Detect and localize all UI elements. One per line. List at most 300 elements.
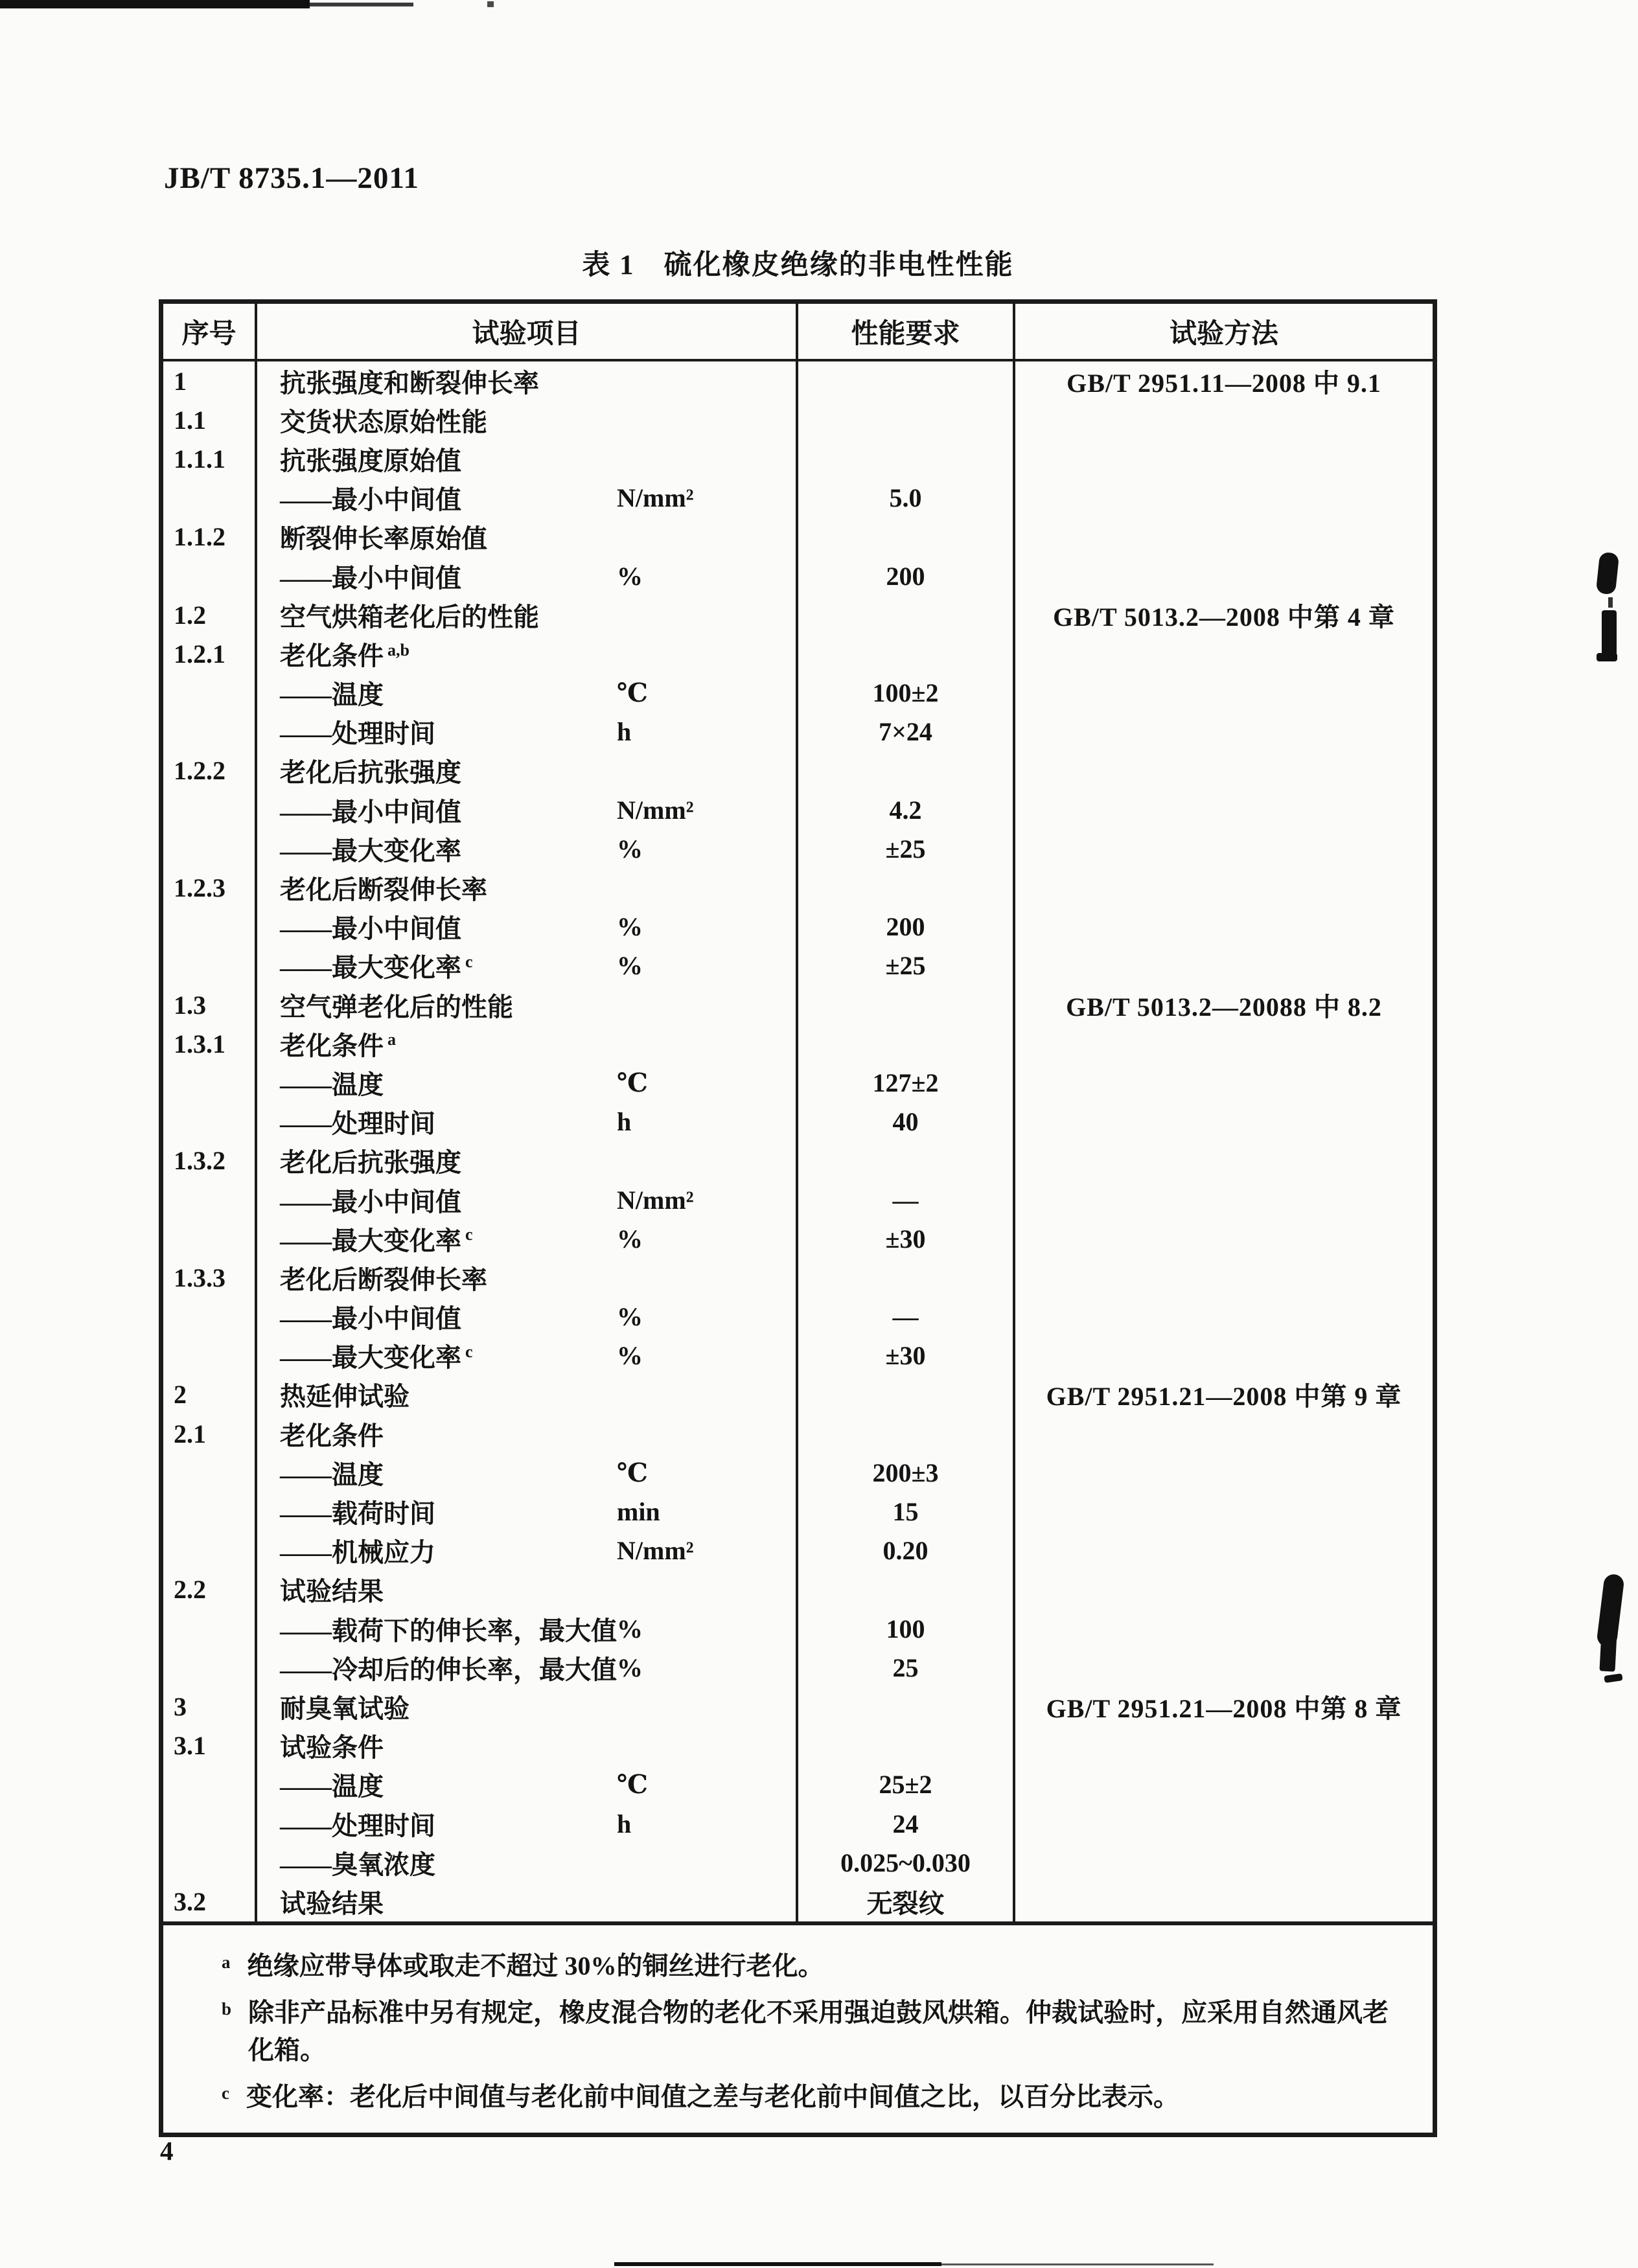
row-item-label: ——最大变化率 [280,836,461,865]
footnote-marker: c [222,2083,229,2103]
row-number-cell [163,751,257,790]
row-requirement: 7×24 [879,717,932,747]
row-item-label: ——最小中间值 [280,1187,461,1217]
row-number: 3.2 [174,1886,206,1916]
row-item-cell [257,1765,798,1804]
row-requirement-cell [798,634,1015,673]
footnote [222,1994,1413,2069]
row-item-cell [257,634,798,673]
row-item-label: 抗张强度和断裂伸长率 [280,368,539,398]
row-item-cell [257,829,798,868]
row-item-cell [257,868,798,907]
table-row [163,1765,1433,1804]
scan-artifact [1604,1673,1622,1683]
scan-artifact [614,2262,941,2266]
row-number-cell [163,1375,257,1414]
footnote [222,1947,1413,1985]
table-header-row [163,304,1433,361]
row-method-cell [1015,518,1433,556]
table-row [163,829,1433,868]
row-requirement: ±25 [885,951,926,981]
row-number-cell [163,1024,257,1063]
row-unit: N/mm² [617,795,694,825]
row-item-cell [257,361,798,400]
row-item-cell [257,713,798,751]
row-number-cell [163,1687,257,1726]
row-item-cell [257,1063,798,1102]
row-method-cell [1015,1687,1433,1726]
row-requirement-cell [798,1882,1015,1921]
table-row [163,518,1433,556]
row-requirement-cell [798,556,1015,595]
row-number-cell [163,1609,257,1648]
row-item-cell [257,1219,798,1258]
table-body [163,361,1433,1921]
table-row [163,1843,1433,1882]
row-item-label: ——冷却后的伸长率，最大值 [280,1655,617,1684]
row-item-label: 老化后抗张强度 [280,758,461,788]
row-item-cell [257,1804,798,1843]
row-unit: % [617,1341,643,1371]
table-row [163,634,1433,673]
footnote [222,2078,1413,2116]
row-item-label: ——臭氧浓度 [280,1850,435,1879]
row-requirement-cell [798,1492,1015,1531]
column-header-test-item: 试验项目 [257,304,798,359]
row-requirement-cell [798,1024,1015,1063]
row-number-cell [163,556,257,595]
row-number-cell [163,790,257,829]
row-requirement-cell [798,1570,1015,1609]
row-requirement: 25 [892,1653,919,1682]
row-item-label: 老化后断裂伸长率 [280,1265,487,1294]
row-number-cell [163,1765,257,1804]
row-number-cell [163,1531,257,1570]
row-item-label: 试验结果 [280,1577,384,1607]
row-method-cell [1015,674,1433,713]
row-item-cell [257,1258,798,1297]
row-item-label: 耐臭氧试验 [280,1693,410,1723]
table-row [163,1882,1433,1921]
row-number-cell [163,595,257,634]
row-requirement: 0.20 [882,1536,929,1566]
row-item-cell [257,946,798,985]
row-requirement: 5.0 [889,483,922,513]
table-title: 表 1 硫化橡皮绝缘的非电性性能 [582,250,1014,281]
row-unit: ℃ [617,1068,648,1097]
column-header-number: 序号 [163,304,257,359]
row-item-cell [257,674,798,713]
row-number-cell [163,1180,257,1219]
row-method: GB/T 2951.21—2008 中第 8 章 [1046,1693,1402,1723]
row-number-cell [163,1882,257,1921]
row-item-cell [257,751,798,790]
standard-number: JB/T 8735.1—2011 [164,161,419,195]
row-requirement-cell [798,1804,1015,1843]
row-requirement-cell [798,361,1015,400]
table-row [163,361,1433,400]
row-requirement: ±30 [885,1341,926,1371]
row-number-cell [163,1843,257,1882]
table-row [163,595,1433,634]
row-method: GB/T 5013.2—2008 中第 4 章 [1053,602,1395,632]
row-item-label: ——最小中间值 [280,485,461,515]
row-number: 3 [174,1691,187,1721]
row-item-cell [257,1648,798,1687]
footnote-reference: c [465,1342,473,1361]
row-number: 1.1.2 [174,522,225,552]
footnote-marker: a [222,1952,231,1972]
row-item-label: ——最大变化率 $^c$ [280,1342,473,1373]
row-number: 2 [174,1380,187,1410]
row-requirement: 200 [886,561,925,591]
row-item-label: 老化后抗张强度 [280,1148,461,1178]
row-method-cell [1015,1726,1433,1765]
scan-artifact [0,0,310,8]
row-item-cell [257,908,798,946]
row-number-cell [163,479,257,518]
row-unit: % [617,1302,643,1332]
table-row [163,1063,1433,1102]
row-unit: ℃ [617,1770,648,1800]
row-requirement-cell [798,595,1015,634]
row-number-cell [163,1336,257,1375]
row-method-cell [1015,829,1433,868]
row-number: 2.2 [174,1575,206,1605]
table-row [163,1531,1433,1570]
row-method-cell [1015,595,1433,634]
table-row [163,1336,1433,1375]
row-unit: h [617,1107,632,1137]
row-requirement-cell [798,1103,1015,1141]
row-method-cell [1015,790,1433,829]
row-unit: % [617,561,643,591]
row-requirement-cell [798,400,1015,439]
row-item-label: 交货状态原始性能 [280,407,487,437]
row-number-cell [163,829,257,868]
row-requirement-cell [798,674,1015,713]
page-number: 4 [160,2136,174,2166]
row-number: 1.1 [174,405,206,435]
row-item-label: 试验结果 [280,1888,384,1918]
table-row [163,1648,1433,1687]
row-item-label: ——最小中间值 [280,797,461,827]
table-row [163,868,1433,907]
row-item-label: ——最小中间值 [280,563,461,593]
row-method-cell [1015,985,1433,1024]
row-method-cell [1015,1298,1433,1336]
row-method-cell [1015,868,1433,907]
row-item-label: ——载荷下的伸长率，最大值 [280,1616,617,1645]
row-requirement: 40 [892,1107,919,1137]
row-method-cell [1015,1531,1433,1570]
row-method-cell [1015,1843,1433,1882]
row-number-cell [163,1103,257,1141]
row-unit: N/mm² [617,1536,694,1566]
row-requirement-cell [798,479,1015,518]
row-item-cell [257,400,798,439]
row-requirement-cell [798,1336,1015,1375]
row-item-label: 热延伸试验 [280,1382,410,1412]
row-item-cell [257,1298,798,1336]
row-item-label: 断裂伸长率原始值 [280,524,487,554]
table-row [163,1180,1433,1219]
row-item-label: ——温度 [280,1070,384,1099]
row-item-cell [257,479,798,518]
row-method-cell [1015,1219,1433,1258]
row-item-label: ——温度 [280,1460,384,1489]
row-number-cell [163,1804,257,1843]
row-number-cell [163,674,257,713]
row-requirement-cell [798,713,1015,751]
scan-artifact [1602,610,1617,656]
table-row [163,790,1433,829]
table-row [163,479,1433,518]
row-requirement: 无裂纹 [866,1888,945,1918]
row-method-cell [1015,1453,1433,1492]
scan-artifact [941,2263,1214,2265]
table-row [163,1687,1433,1726]
row-number-cell [163,1258,257,1297]
row-item-cell [257,1531,798,1570]
row-requirement: 100 [886,1614,925,1644]
row-method-cell [1015,751,1433,790]
row-method-cell [1015,1180,1433,1219]
table-row [163,556,1433,595]
row-item-cell [257,1882,798,1921]
row-item-label: ——载荷时间 [280,1499,435,1529]
row-requirement-cell [798,1648,1015,1687]
row-item-cell [257,1103,798,1141]
row-number-cell [163,361,257,400]
row-unit: h [617,1809,632,1838]
table-row [163,1492,1433,1531]
row-method-cell [1015,1882,1433,1921]
row-method-cell [1015,713,1433,751]
row-requirement: 200 [886,912,925,942]
scan-artifact [1596,552,1620,595]
row-method-cell [1015,1375,1433,1414]
row-unit: h [617,717,632,747]
row-method-cell [1015,1336,1433,1375]
row-requirement: 0.025~0.030 [840,1848,971,1877]
row-method-cell [1015,1258,1433,1297]
row-item-label: 空气弹老化后的性能 [280,992,513,1022]
row-requirement-cell [798,1726,1015,1765]
row-method-cell [1015,1103,1433,1141]
row-unit: % [617,1653,643,1682]
row-item-cell [257,985,798,1024]
row-requirement-cell [798,868,1015,907]
row-requirement-cell [798,439,1015,478]
row-requirement: 200±3 [872,1458,939,1487]
row-item-cell [257,1843,798,1882]
footnote-reference: c [465,1225,473,1244]
row-method-cell [1015,634,1433,673]
row-item-label: 试验条件 [280,1733,384,1763]
row-number-cell [163,1726,257,1765]
row-number: 1.3.1 [174,1029,225,1059]
row-method-cell [1015,479,1433,518]
row-number: 1.3.2 [174,1146,225,1176]
row-item-cell [257,1726,798,1765]
table-row [163,1453,1433,1492]
row-item-label: ——处理时间 [280,1811,435,1840]
table-row [163,1298,1433,1336]
properties-table [159,299,1437,2137]
row-unit: min [617,1497,660,1527]
table-row [163,1726,1433,1765]
footnote-text: 除非产品标准中另有规定，橡皮混合物的老化不采用强迫鼓风烘箱。仲裁试验时，应采用自然通风老化箱。 [248,1997,1389,2065]
row-number-cell [163,985,257,1024]
row-requirement-cell [798,1453,1015,1492]
row-number-cell [163,1570,257,1609]
row-number: 1.2.2 [174,756,225,786]
row-requirement-cell [798,1298,1015,1336]
row-method: GB/T 2951.21—2008 中第 9 章 [1046,1382,1402,1412]
row-requirement-cell [798,829,1015,868]
row-number-cell [163,439,257,478]
row-requirement-cell [798,1414,1015,1453]
row-requirement-cell [798,1180,1015,1219]
row-item-label: 空气烘箱老化后的性能 [280,602,539,632]
row-number-cell [163,1453,257,1492]
row-method-cell [1015,1570,1433,1609]
row-requirement: ±30 [885,1224,926,1254]
row-unit: % [617,951,643,981]
row-number: 2.1 [174,1419,206,1449]
row-requirement-cell [798,1609,1015,1648]
row-number-cell [163,1219,257,1258]
row-number: 1.3 [174,990,206,1020]
table-row [163,713,1433,751]
row-unit: % [617,1614,643,1644]
row-requirement-cell [798,751,1015,790]
table-row [163,1414,1433,1453]
table-row [163,1141,1433,1180]
row-item-label: ——最大变化率 $^c$ [280,1225,473,1255]
row-item-label: ——温度 [280,680,384,710]
row-item-label: 老化后断裂伸长率 [280,875,487,905]
scan-artifact [1599,1632,1617,1671]
row-number-cell [163,1141,257,1180]
row-number: 1.1.1 [174,444,225,474]
row-method-cell [1015,946,1433,985]
row-method-cell [1015,1804,1433,1843]
row-item-cell [257,1336,798,1375]
footnote-text: 变化率：老化后中间值与老化前中间值之差与老化前中间值之比，以百分比表示。 [246,2081,1179,2111]
row-item-cell [257,1492,798,1531]
row-item-cell [257,1687,798,1726]
table-row [163,751,1433,790]
row-requirement-cell [798,790,1015,829]
row-requirement-cell [798,1063,1015,1102]
table-row [163,985,1433,1024]
row-number-cell [163,1414,257,1453]
row-item-label: ——处理时间 [280,1109,435,1139]
footnote-text: 绝缘应带导体或取走不超过 30%的铜丝进行老化。 [247,1951,824,1980]
footnote-reference: c [465,952,473,972]
row-requirement-cell [798,1141,1015,1180]
row-method-cell [1015,1609,1433,1648]
row-item-label: ——最小中间值 [280,914,461,944]
row-requirement: — [892,1185,919,1215]
table-row [163,1258,1433,1297]
row-requirement-cell [798,1375,1015,1414]
row-item-cell [257,1141,798,1180]
row-requirement-cell [798,1219,1015,1258]
row-item-cell [257,595,798,634]
footnote-marker: b [222,1999,232,2019]
row-number: 1.3.3 [174,1263,225,1292]
row-requirement-cell [798,1765,1015,1804]
table-row [163,439,1433,478]
footnote-reference: a,b [387,640,410,659]
row-number-cell [163,713,257,751]
row-method-cell [1015,1024,1433,1063]
row-number-cell [163,1063,257,1102]
row-unit: ℃ [617,678,648,708]
row-item-cell [257,1375,798,1414]
row-number-cell [163,1648,257,1687]
row-method-cell [1015,1414,1433,1453]
row-item-cell [257,1609,798,1648]
row-item-cell [257,1414,798,1453]
row-item-label: ——处理时间 [280,719,435,749]
table-row [163,674,1433,713]
row-number-cell [163,634,257,673]
table-row [163,1375,1433,1414]
row-requirement-cell [798,1843,1015,1882]
row-number-cell [163,518,257,556]
row-requirement-cell [798,946,1015,985]
table-row [163,1024,1433,1063]
table-footnotes [163,1921,1433,2133]
scan-artifact [310,3,413,6]
row-item-label: 老化条件 $^{a,b}$ [280,640,410,670]
row-number: 1.2 [174,600,206,630]
row-number-cell [163,1298,257,1336]
row-requirement-cell [798,908,1015,946]
row-unit: % [617,834,643,864]
row-item-label: ——温度 [280,1772,384,1802]
row-requirement-cell [798,985,1015,1024]
row-requirement-cell [798,518,1015,556]
row-unit: N/mm² [617,483,694,513]
row-number-cell [163,868,257,907]
row-requirement: 100±2 [872,678,939,708]
row-requirement: — [892,1302,919,1332]
table-row [163,1219,1433,1258]
row-requirement: ±25 [885,834,926,864]
row-item-label: 老化条件 $^a$ [280,1030,396,1060]
row-method-cell [1015,908,1433,946]
row-method-cell [1015,1141,1433,1180]
row-item-label: ——最小中间值 [280,1304,461,1334]
row-item-cell [257,1453,798,1492]
row-number: 3.1 [174,1731,206,1761]
row-number: 1.2.1 [174,639,225,669]
row-requirement: 4.2 [889,795,922,825]
row-number-cell [163,400,257,439]
column-header-requirement: 性能要求 [798,304,1015,359]
row-method-cell [1015,556,1433,595]
row-number-cell [163,908,257,946]
row-unit: ℃ [617,1458,648,1487]
row-item-cell [257,1024,798,1063]
row-item-label: 抗张强度原始值 [280,446,461,475]
row-method-cell [1015,1492,1433,1531]
